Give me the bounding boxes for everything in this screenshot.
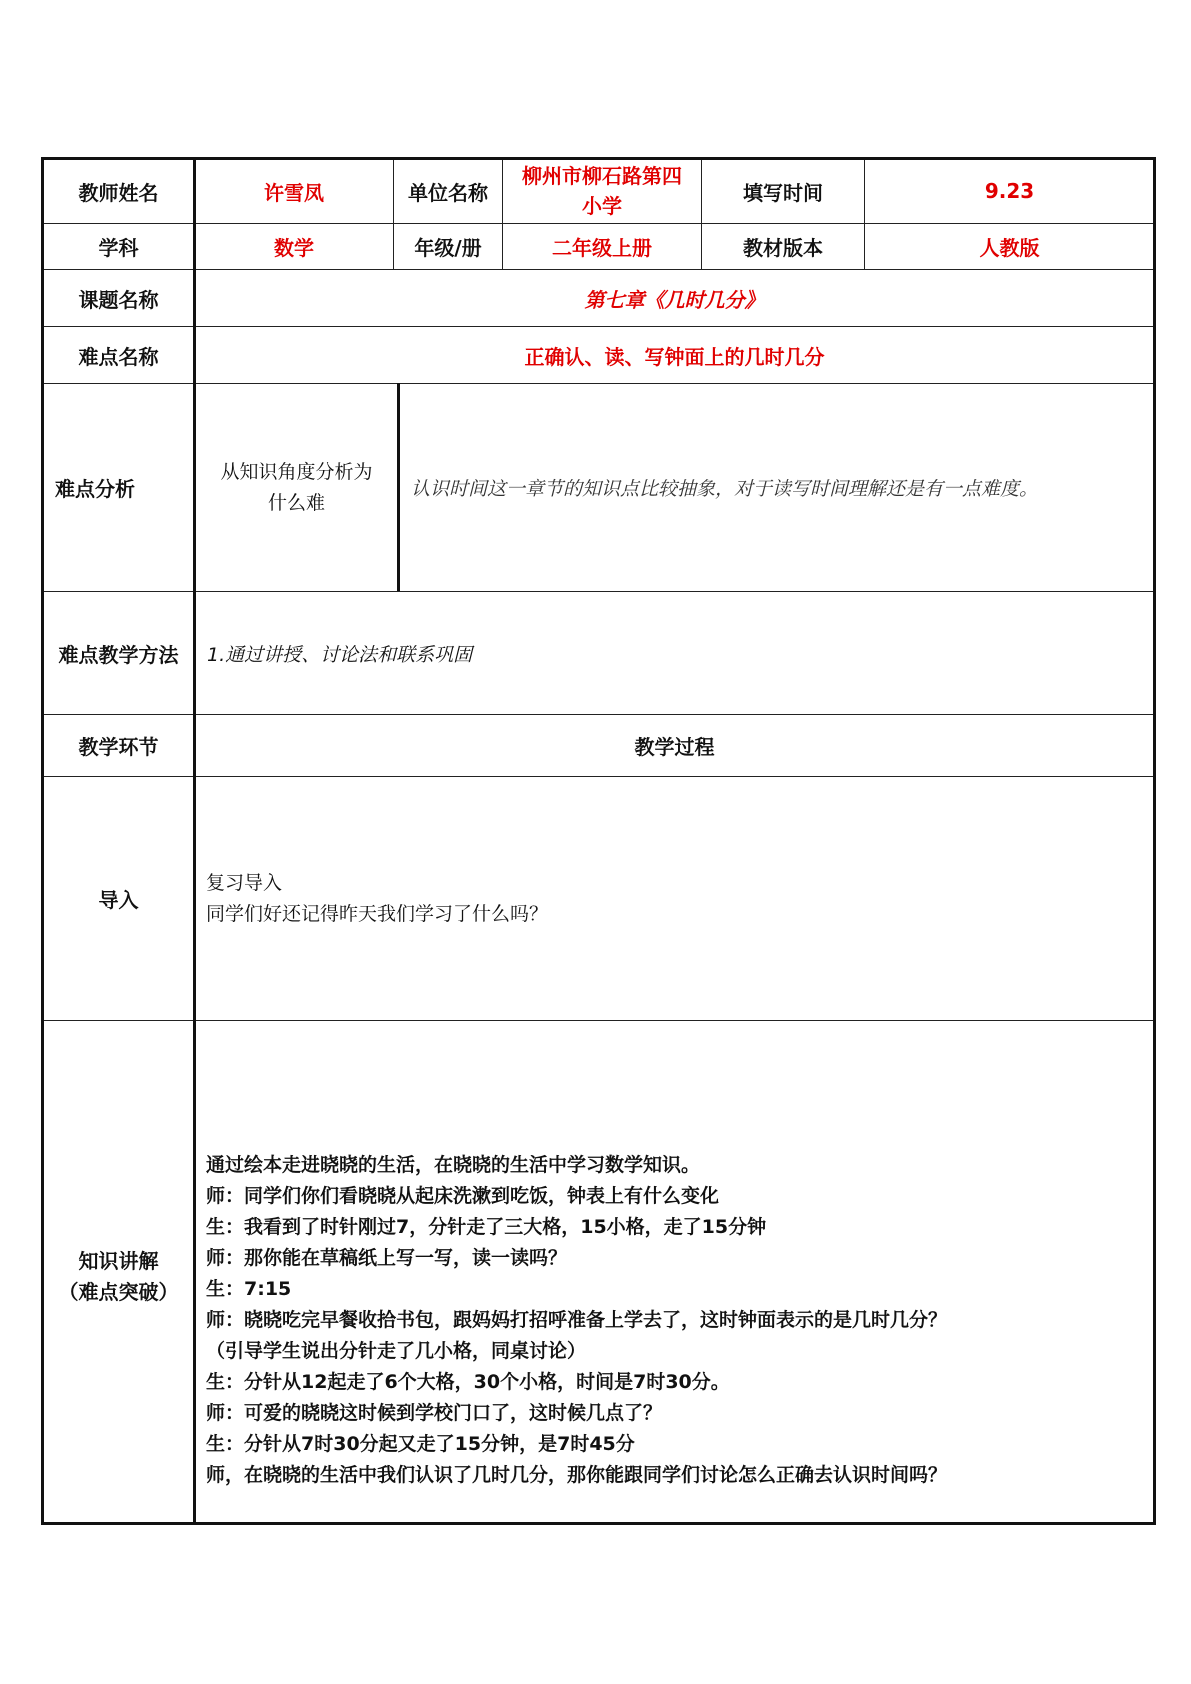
- method-content: 1.通过讲授、讨论法和联系巩固: [194, 591, 1155, 715]
- teacher-value: 许雪凤: [194, 158, 394, 224]
- unit-value: [502, 158, 702, 224]
- analysis-content: 认识时间这一章节的知识点比较抽象，对于读写时间理解还是有一点难度。: [398, 383, 1155, 592]
- knowledge-line-6: 师：晓晓吃完早餐收拾书包，跟妈妈打招呼准备上学去了，这时钟面表示的是几时几分？: [206, 1309, 948, 1331]
- topic-value: 第七章《几时几分》: [194, 269, 1155, 327]
- difficulty-label: 难点名称: [42, 326, 195, 384]
- topic-label: 课题名称: [42, 269, 195, 327]
- date-label: 填写时间: [701, 158, 865, 224]
- knowledge-label: [42, 1020, 195, 1524]
- intro-label: 导入: [42, 776, 195, 1021]
- grade-label: 年级/册: [393, 223, 503, 270]
- analysis-label: 难点分析: [42, 383, 195, 592]
- process-value: 教学过程: [194, 714, 1155, 777]
- knowledge-line-3: 生：我看到了时针刚过7，分针走了三大格，15小格，走了15分钟: [206, 1216, 767, 1238]
- process-label: 教学环节: [42, 714, 195, 777]
- knowledge-line-8: 生：分针从12起走了6个大格，30个小格，时间是7时30分。: [206, 1371, 730, 1393]
- edition-value: 人教版: [864, 223, 1155, 270]
- subject-label: 学科: [42, 223, 195, 270]
- knowledge-line-1: 通过绘本走进晓晓的生活，在晓晓的生活中学习数学知识。: [206, 1154, 701, 1176]
- knowledge-line-4: 师：那你能在草稿纸上写一写，读一读吗？: [206, 1247, 568, 1269]
- analysis-sublabel: [194, 383, 399, 592]
- intro-line-1: 复习导入: [206, 872, 283, 894]
- knowledge-label-line1: 知识讲解: [78, 1249, 159, 1273]
- intro-line-2: 同学们好还记得昨天我们学习了什么吗？: [206, 903, 549, 925]
- knowledge-line-5: 生：7:15: [206, 1278, 292, 1300]
- analysis-divider: [397, 383, 400, 592]
- difficulty-value: 正确认、读、写钟面上的几时几分: [194, 326, 1155, 384]
- teacher-label: 教师姓名: [42, 158, 195, 224]
- label-column-divider: [193, 157, 196, 1525]
- unit-value-line1: 柳州市柳石路第四: [522, 164, 682, 188]
- knowledge-label-line2: （难点突破）: [58, 1280, 179, 1304]
- knowledge-line-2: 师：同学们你们看晓晓从起床洗漱到吃饭，钟表上有什么变化: [206, 1185, 720, 1207]
- grade-value: 二年级上册: [502, 223, 702, 270]
- edition-label: 教材版本: [701, 223, 865, 270]
- unit-label: 单位名称: [393, 158, 503, 224]
- date-value: 9.23: [864, 158, 1155, 224]
- analysis-sublabel-line2: 什么难: [267, 491, 325, 514]
- analysis-sublabel-line1: 从知识角度分析为: [220, 460, 373, 483]
- subject-value: 数学: [194, 223, 394, 270]
- table-bottom-border: [41, 1522, 1156, 1525]
- knowledge-line-9: 师：可爱的晓晓这时候到学校门口了，这时候几点了？: [206, 1402, 663, 1424]
- knowledge-line-7: （引导学生说出分针走了几小格，同桌讨论）: [206, 1340, 587, 1362]
- knowledge-line-10: 生：分针从7时30分起又走了15分钟，是7时45分: [206, 1433, 635, 1455]
- table-left-border: [41, 157, 44, 1525]
- table-right-border: [1153, 157, 1156, 1525]
- method-label: 难点教学方法: [42, 591, 195, 715]
- unit-value-line2: 小学: [582, 194, 622, 218]
- table-top-border: [41, 157, 1156, 160]
- knowledge-line-11: 师，在晓晓的生活中我们认识了几时几分，那你能跟同学们讨论怎么正确去认识时间吗？: [206, 1464, 948, 1486]
